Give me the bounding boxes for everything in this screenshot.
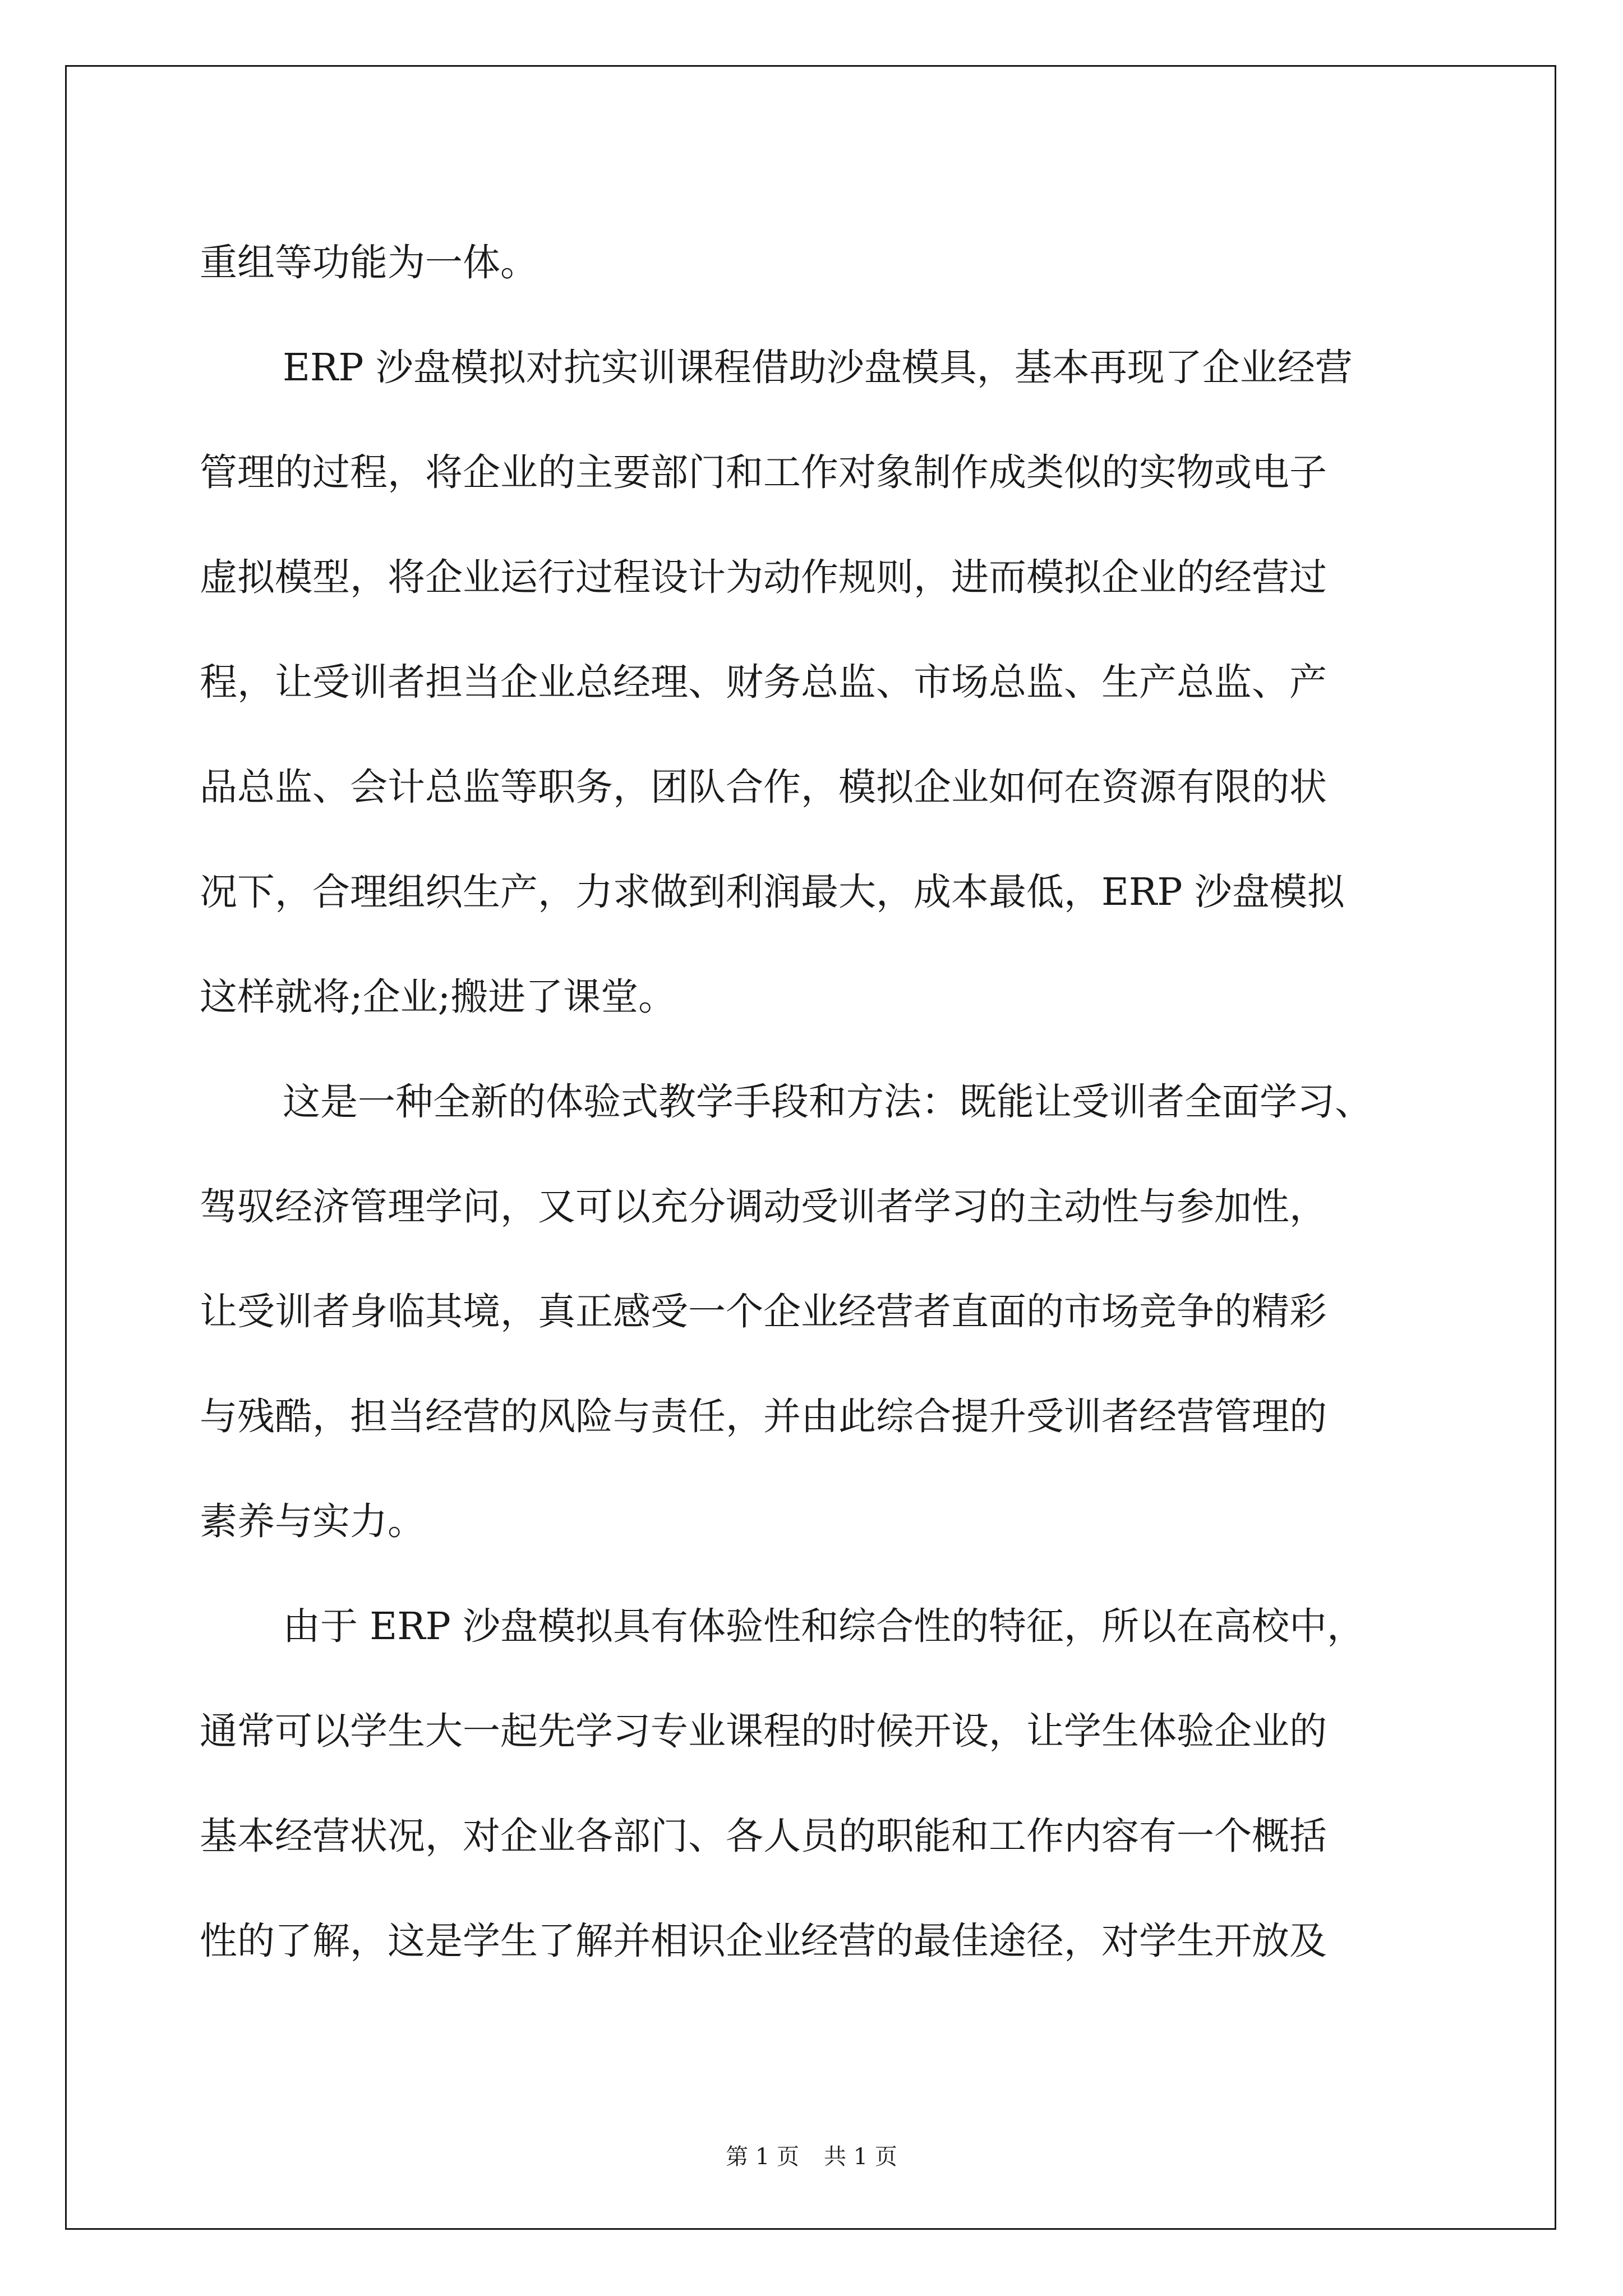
text-line: 虚拟模型，将企业运行过程设计为动作规则，进而模拟企业的经营过: [200, 555, 1327, 599]
text-line: 基本经营状况，对企业各部门、各人员的职能和工作内容有一个概括: [200, 1814, 1327, 1858]
text-line: 与残酷，担当经营的风险与责任，并由此综合提升受训者经营管理的: [200, 1395, 1327, 1438]
paragraph-1: [200, 210, 1433, 315]
document-body: [200, 210, 1433, 1994]
text-line: 这是一种全新的体验式教学手段和方法：既能让受训者全面学习、: [283, 1080, 1372, 1124]
text-line: 这样就将;企业;搬进了课堂。: [200, 975, 676, 1019]
text-line: 由于 ERP 沙盘模拟具有体验性和综合性的特征，所以在高校中，: [283, 1604, 1365, 1648]
page-number-total: 共 1 页: [824, 2144, 897, 2170]
text-line: 程，让受训者担当企业总经理、财务总监、市场总监、生产总监、产: [200, 660, 1327, 704]
paragraph-4: [200, 1574, 1433, 1994]
page-number-current: 第 1 页: [726, 2144, 799, 2170]
text-line: 素养与实力。: [200, 1499, 425, 1543]
text-line: 管理的过程，将企业的主要部门和工作对象制作成类似的实物或电子: [200, 450, 1327, 494]
text-line: 品总监、会计总监等职务，团队合作，模拟企业如何在资源有限的状: [200, 765, 1327, 809]
text-line: 重组等功能为一体。: [200, 241, 538, 284]
text-line: 性的了解，这是学生了解并相识企业经营的最佳途径，对学生开放及: [200, 1919, 1327, 1963]
text-line: 让受训者身临其境，真正感受一个企业经营者直面的市场竞争的精彩: [200, 1290, 1327, 1333]
text-line: 况下，合理组织生产，力求做到利润最大，成本最低，ERP 沙盘模拟: [200, 870, 1345, 914]
text-line: ERP 沙盘模拟对抗实训课程借助沙盘模具，基本再现了企业经营: [283, 346, 1353, 389]
page-footer: [0, 2139, 1623, 2171]
text-line: 通常可以学生大一起先学习专业课程的时候开设，让学生体验企业的: [200, 1709, 1327, 1753]
paragraph-2: [200, 315, 1433, 1050]
text-line: 驾驭经济管理学问，又可以充分调动受训者学习的主动性与参加性，: [200, 1185, 1327, 1228]
paragraph-3: [200, 1050, 1433, 1574]
